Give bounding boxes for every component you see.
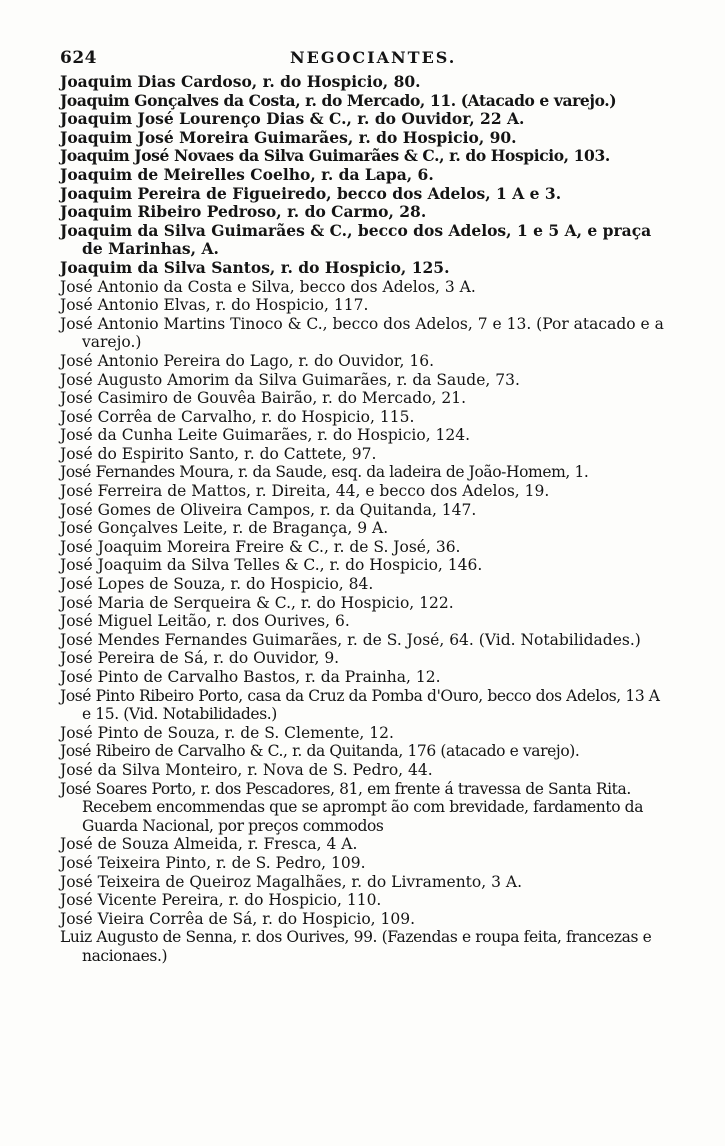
- list-item: Joaquim José Lourenço Dias & C., r. do Ouvidor, 22 A.: [60, 109, 525, 129]
- list-item: José Corrêa de Carvalho, r. do Hospicio, 115.: [60, 407, 415, 426]
- list-item: José Pereira de Sá, r. do Ouvidor, 9.: [60, 649, 340, 668]
- list-item: José Teixeira de Queiroz Magalhães, r. do Livramento, 3 A.: [60, 872, 523, 891]
- list-item: José Vieira Corrêa de Sá, r. do Hospicio, 109.: [60, 909, 416, 928]
- list-item: José Gomes de Oliveira Campos, r. da Quitanda, 147.: [60, 500, 477, 519]
- list-item: José Soares Porto, r. dos Pescadores, 81, em frente á travessa de Santa Rita. Recebem encommendas que se aprompt ão com brevidade, fardamento da Guarda Nacional, por preços commodos: [60, 779, 644, 835]
- list-item: Joaquim da Silva Santos, r. do Hospicio, 125.: [60, 257, 450, 277]
- list-item: José Antonio Elvas, r. do Hospicio, 117.: [60, 296, 369, 315]
- list-item: José Pinto de Souza, r. de S. Clemente, 12.: [60, 723, 394, 742]
- list-item: José Lopes de Souza, r. do Hospicio, 84.: [60, 575, 374, 594]
- list-item: José Maria de Serqueira & C., r. do Hospicio, 122.: [60, 593, 454, 612]
- list-item: José Teixeira Pinto, r. de S. Pedro, 109.: [60, 853, 366, 872]
- list-item: José Pinto Ribeiro Porto, casa da Cruz da Pomba d'Ouro, becco dos Adelos, 13 A e 15. (Vid. Notabilidades.): [60, 686, 660, 724]
- list-item: José Antonio Martins Tinoco & C., becco dos Adelos, 7 e 13. (Por atacado e a varejo.): [60, 314, 664, 352]
- list-item: José Augusto Amorim da Silva Guimarães, r. da Saude, 73.: [60, 370, 520, 389]
- list-item: José Antonio Pereira do Lago, r. do Ouvidor, 16.: [60, 351, 434, 370]
- list-item: Joaquim da Silva Guimarães & C., becco dos Adelos, 1 e 5 A, e praça de Marinhas, A.: [60, 220, 652, 259]
- list-item: Joaquim Gonçalves da Costa, r. do Mercado, 11. (Atacado e varejo.): [60, 90, 617, 110]
- list-item: José da Silva Monteiro, r. Nova de S. Pedro, 44.: [60, 760, 433, 779]
- list-item: José de Souza Almeida, r. Fresca, 4 A.: [60, 835, 358, 854]
- list-item: José Joaquim da Silva Telles & C., r. do Hospicio, 146.: [60, 556, 483, 575]
- list-item: José Antonio da Costa e Silva, becco dos Adelos, 3 A.: [60, 277, 476, 296]
- list-item: Joaquim José Moreira Guimarães, r. do Hospicio, 90.: [60, 127, 517, 147]
- list-item: José da Cunha Leite Guimarães, r. do Hospicio, 124.: [60, 426, 471, 445]
- merchant-list: [60, 73, 664, 966]
- list-item: José Joaquim Moreira Freire & C., r. de S. José, 36.: [60, 537, 461, 556]
- list-item: Joaquim José Novaes da Silva Guimarães & C., r. do Hospicio, 103.: [60, 146, 610, 166]
- list-item: Luiz Augusto de Senna, r. dos Ourives, 99. (Fazendas e roupa feita, francezas e nacionaes.): [60, 928, 652, 965]
- list-item: Joaquim Pereira de Figueiredo, becco dos Adelos, 1 A e 3.: [60, 183, 562, 203]
- list-item: José Casimiro de Gouvêa Bairão, r. do Mercado, 21.: [60, 389, 467, 408]
- list-item: José Vicente Pereira, r. do Hospicio, 110.: [60, 891, 382, 910]
- list-item: José Pinto de Carvalho Bastos, r. da Prainha, 12.: [60, 668, 441, 686]
- list-item: Joaquim Dias Cardoso, r. do Hospicio, 80.: [60, 72, 421, 91]
- list-item: Joaquim de Meirelles Coelho, r. da Lapa, 6.: [60, 164, 434, 184]
- list-item: Joaquim Ribeiro Pedroso, r. do Carmo, 28.: [60, 202, 427, 222]
- page-number: 624: [60, 48, 97, 68]
- list-item: José Mendes Fernandes Guimarães, r. de S. José, 64. (Vid. Notabilidades.): [60, 630, 641, 649]
- list-item: José Miguel Leitão, r. dos Ourives, 6.: [60, 612, 350, 631]
- list-item: José Ferreira de Mattos, r. Direita, 44, e becco dos Adelos, 19.: [60, 482, 550, 501]
- list-item: José Ribeiro de Carvalho & C., r. da Quitanda, 176 (atacado e varejo).: [60, 742, 580, 761]
- list-item: José Fernandes Moura, r. da Saude, esq. da ladeira de João-Homem, 1.: [60, 463, 589, 482]
- running-title: NEGOCIANTES.: [290, 48, 457, 67]
- list-item: José do Espirito Santo, r. do Cattete, 97.: [60, 444, 377, 463]
- list-item: José Gonçalves Leite, r. de Bragança, 9 A.: [60, 519, 389, 538]
- page-header: [60, 48, 660, 72]
